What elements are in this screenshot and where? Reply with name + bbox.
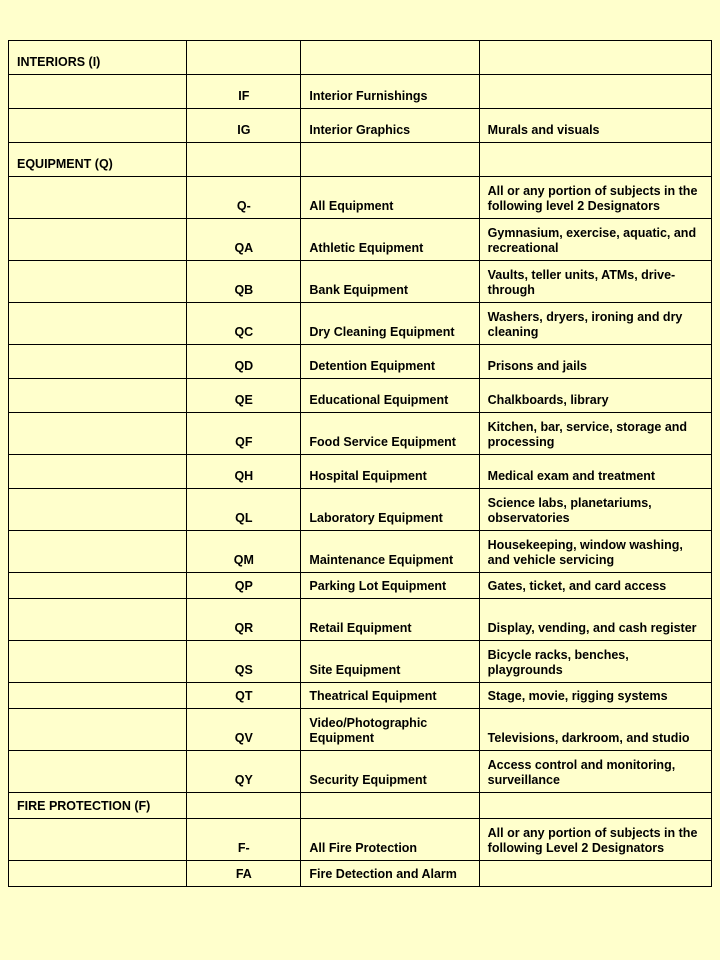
category-cell (9, 489, 187, 531)
category-cell: FIRE PROTECTION (F) (9, 793, 187, 819)
category-cell (9, 75, 187, 109)
category-cell (9, 345, 187, 379)
description-cell (479, 143, 711, 177)
table-row (9, 109, 712, 143)
name-cell: Bank Equipment (301, 261, 479, 303)
code-cell: Q- (187, 177, 301, 219)
category-cell (9, 531, 187, 573)
table-row (9, 683, 712, 709)
code-cell: QE (187, 379, 301, 413)
table-row (9, 345, 712, 379)
description-cell: Bicycle racks, benches, playgrounds (479, 641, 711, 683)
category-cell (9, 599, 187, 641)
code-cell: QB (187, 261, 301, 303)
category-cell (9, 219, 187, 261)
category-cell: EQUIPMENT (Q) (9, 143, 187, 177)
description-cell: Televisions, darkroom, and studio (479, 709, 711, 751)
description-cell: Chalkboards, library (479, 379, 711, 413)
description-cell: Medical exam and treatment (479, 455, 711, 489)
table-row (9, 599, 712, 641)
category-cell (9, 751, 187, 793)
code-cell: QS (187, 641, 301, 683)
name-cell: All Fire Protection (301, 819, 479, 861)
code-cell (187, 793, 301, 819)
category-cell (9, 683, 187, 709)
description-cell: All or any portion of subjects in the following level 2 Designators (479, 177, 711, 219)
code-cell: F- (187, 819, 301, 861)
table-row (9, 709, 712, 751)
code-cell: QY (187, 751, 301, 793)
name-cell: Theatrical Equipment (301, 683, 479, 709)
code-cell: QT (187, 683, 301, 709)
designator-table (8, 40, 712, 887)
code-cell: IG (187, 109, 301, 143)
code-cell: QC (187, 303, 301, 345)
code-cell: QV (187, 709, 301, 751)
name-cell: Interior Furnishings (301, 75, 479, 109)
category-cell: INTERIORS (I) (9, 41, 187, 75)
description-cell (479, 75, 711, 109)
name-cell: Maintenance Equipment (301, 531, 479, 573)
name-cell: Site Equipment (301, 641, 479, 683)
code-cell: QA (187, 219, 301, 261)
table-row (9, 489, 712, 531)
code-cell: QD (187, 345, 301, 379)
table-row (9, 751, 712, 793)
table-row (9, 379, 712, 413)
code-cell: QL (187, 489, 301, 531)
description-cell: All or any portion of subjects in the following Level 2 Designators (479, 819, 711, 861)
name-cell: All Equipment (301, 177, 479, 219)
code-cell: QM (187, 531, 301, 573)
table-row (9, 861, 712, 887)
table-row (9, 219, 712, 261)
category-cell (9, 303, 187, 345)
name-cell: Parking Lot Equipment (301, 573, 479, 599)
name-cell: Dry Cleaning Equipment (301, 303, 479, 345)
category-cell (9, 379, 187, 413)
description-cell: Access control and monitoring, surveillance (479, 751, 711, 793)
table-row (9, 793, 712, 819)
category-cell (9, 709, 187, 751)
table-row (9, 819, 712, 861)
name-cell: Detention Equipment (301, 345, 479, 379)
name-cell: Educational Equipment (301, 379, 479, 413)
description-cell: Vaults, teller units, ATMs, drive-through (479, 261, 711, 303)
name-cell: Video/Photographic Equipment (301, 709, 479, 751)
description-cell: Display, vending, and cash register (479, 599, 711, 641)
table-row (9, 177, 712, 219)
table-row (9, 41, 712, 75)
code-cell (187, 41, 301, 75)
description-cell: Gymnasium, exercise, aquatic, and recreational (479, 219, 711, 261)
code-cell (187, 143, 301, 177)
name-cell: Laboratory Equipment (301, 489, 479, 531)
name-cell: Athletic Equipment (301, 219, 479, 261)
table-body (9, 41, 712, 887)
category-cell (9, 641, 187, 683)
table-row (9, 641, 712, 683)
description-cell: Kitchen, bar, service, storage and processing (479, 413, 711, 455)
name-cell: Retail Equipment (301, 599, 479, 641)
category-cell (9, 413, 187, 455)
description-cell: Housekeeping, window washing, and vehicle servicing (479, 531, 711, 573)
name-cell (301, 793, 479, 819)
name-cell: Security Equipment (301, 751, 479, 793)
table-row (9, 455, 712, 489)
category-cell (9, 261, 187, 303)
table-row (9, 75, 712, 109)
code-cell: QR (187, 599, 301, 641)
table-row (9, 143, 712, 177)
table-row (9, 573, 712, 599)
code-cell: QH (187, 455, 301, 489)
category-cell (9, 177, 187, 219)
table-row (9, 303, 712, 345)
description-cell: Stage, movie, rigging systems (479, 683, 711, 709)
category-cell (9, 861, 187, 887)
description-cell (479, 793, 711, 819)
category-cell (9, 819, 187, 861)
description-cell (479, 861, 711, 887)
description-cell: Murals and visuals (479, 109, 711, 143)
name-cell: Hospital Equipment (301, 455, 479, 489)
name-cell: Food Service Equipment (301, 413, 479, 455)
name-cell (301, 143, 479, 177)
description-cell: Gates, ticket, and card access (479, 573, 711, 599)
table-row (9, 531, 712, 573)
category-cell (9, 573, 187, 599)
description-cell (479, 41, 711, 75)
code-cell: FA (187, 861, 301, 887)
category-cell (9, 455, 187, 489)
description-cell: Science labs, planetariums, observatories (479, 489, 711, 531)
category-cell (9, 109, 187, 143)
description-cell: Washers, dryers, ironing and dry cleaning (479, 303, 711, 345)
table-row (9, 261, 712, 303)
code-cell: IF (187, 75, 301, 109)
table-row (9, 413, 712, 455)
description-cell: Prisons and jails (479, 345, 711, 379)
code-cell: QP (187, 573, 301, 599)
name-cell (301, 41, 479, 75)
name-cell: Interior Graphics (301, 109, 479, 143)
name-cell: Fire Detection and Alarm (301, 861, 479, 887)
code-cell: QF (187, 413, 301, 455)
